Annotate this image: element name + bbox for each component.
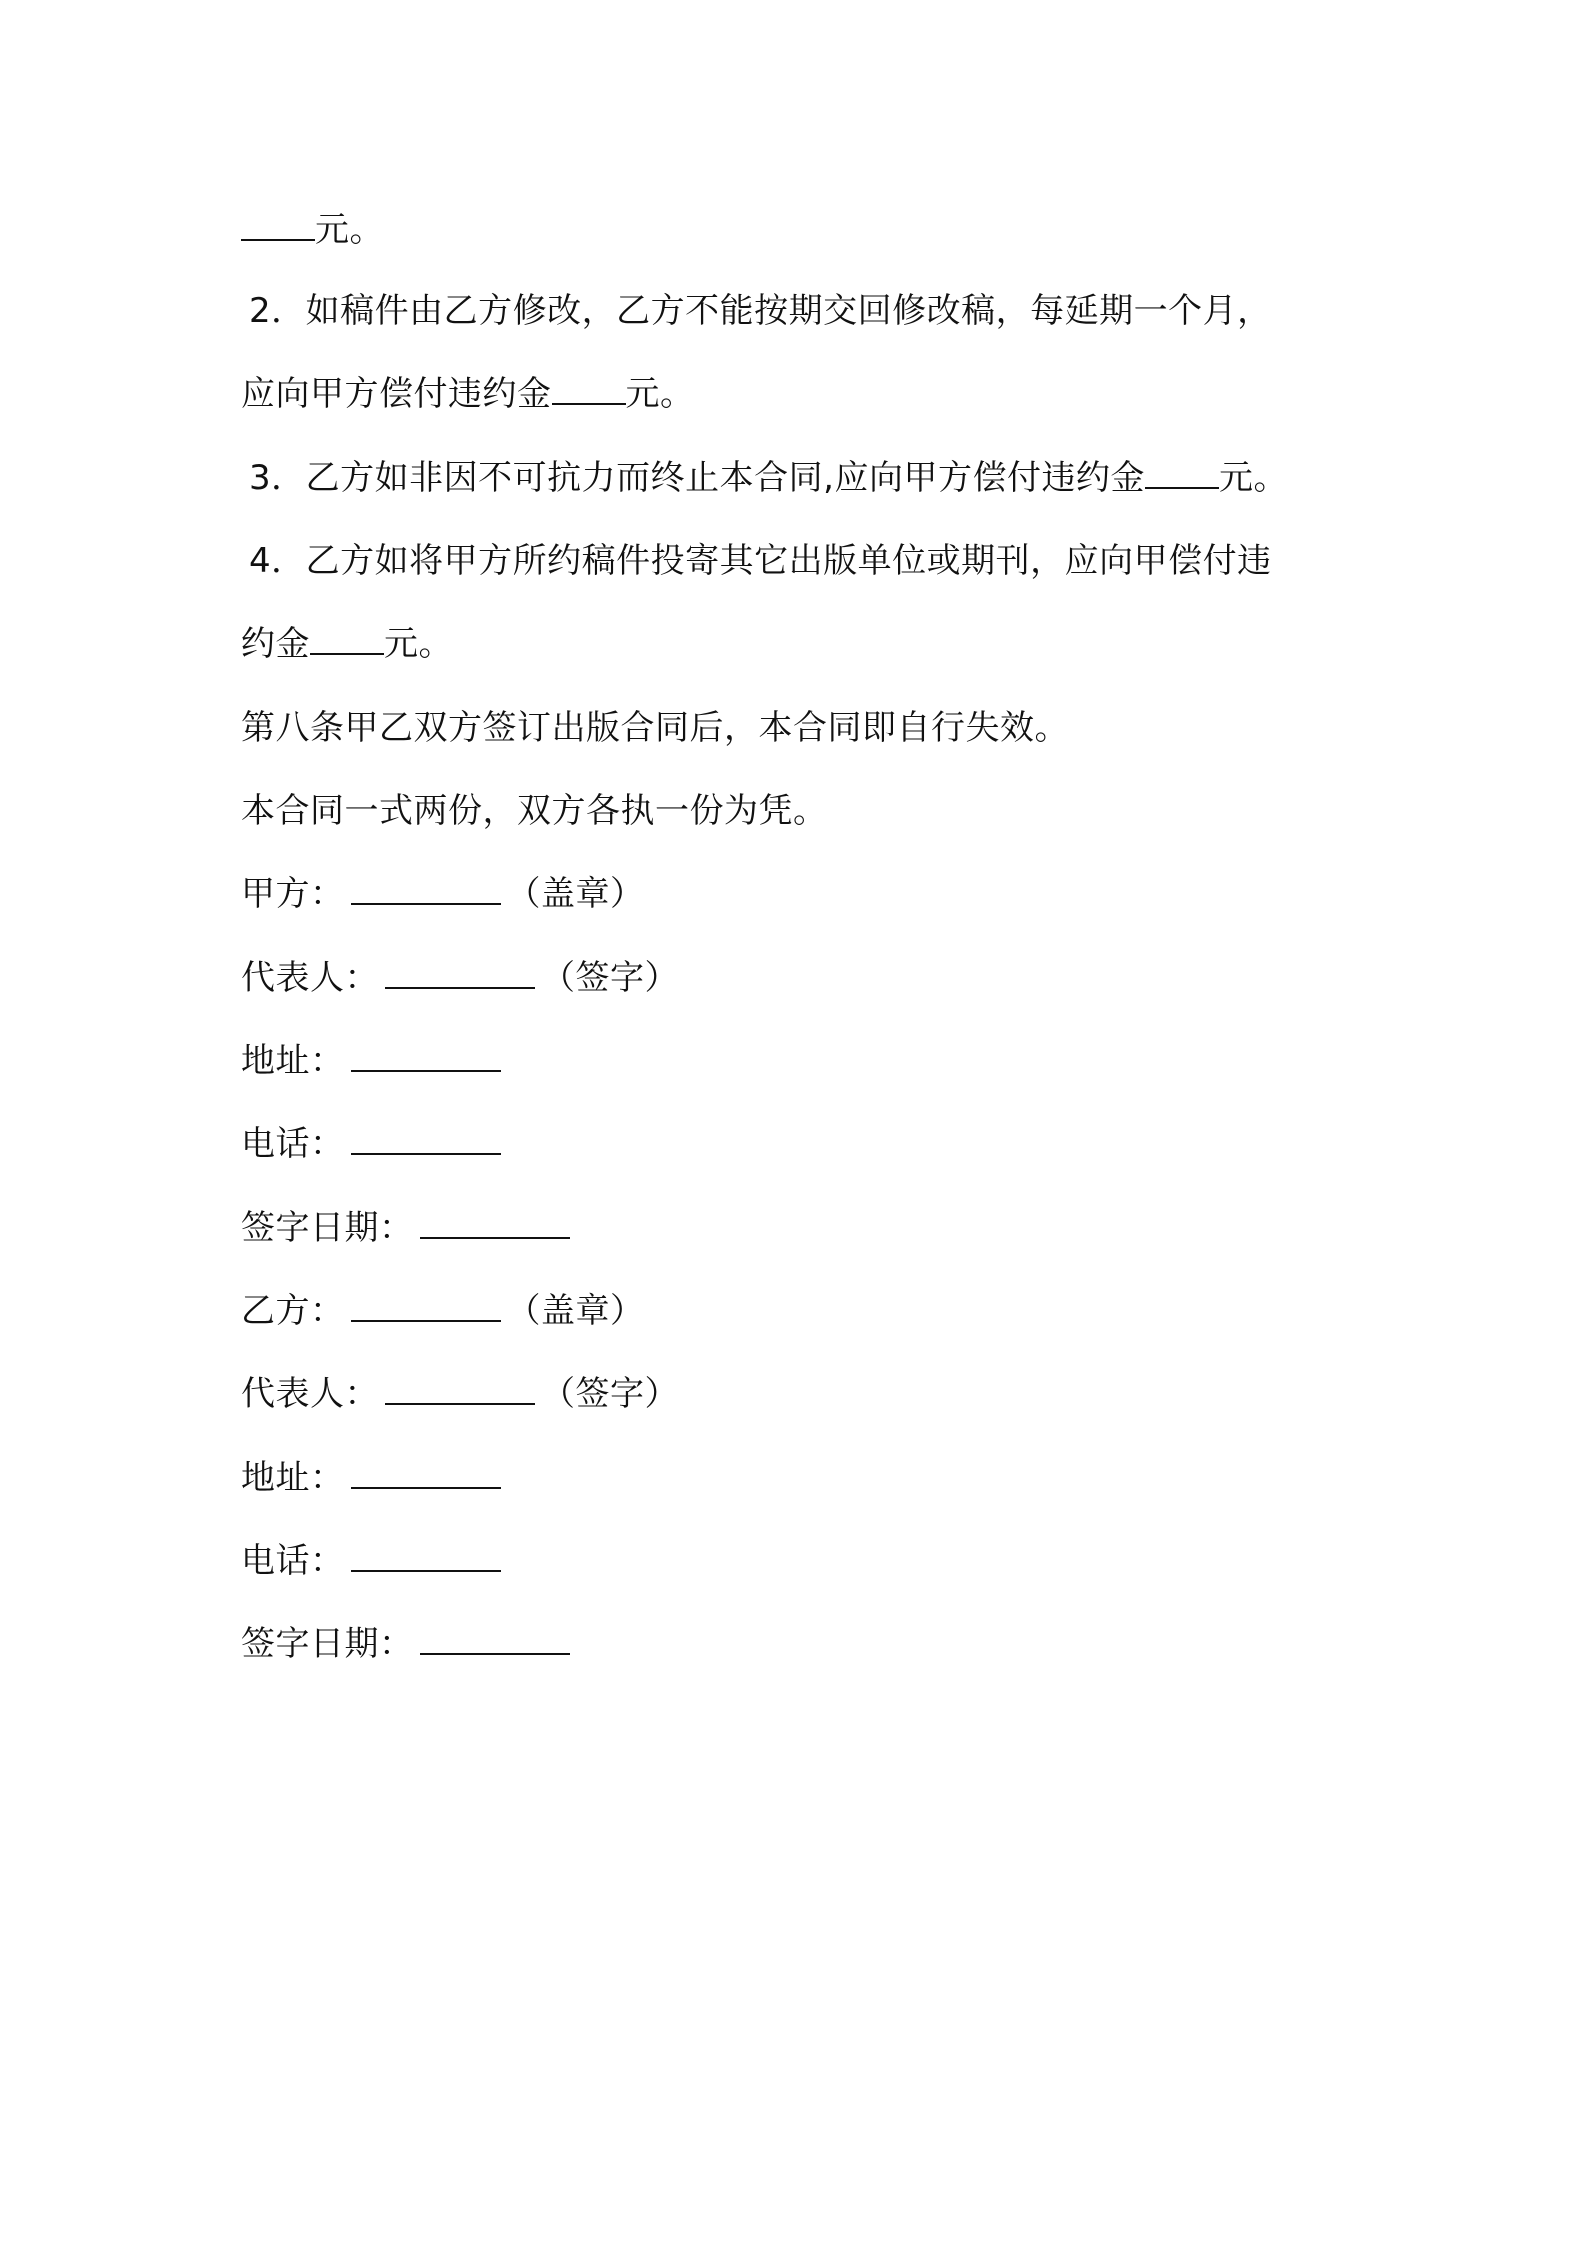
party-b-rep-blank xyxy=(385,1373,535,1405)
party-a-label: 甲方： xyxy=(241,874,345,914)
party-a-address-label: 地址： xyxy=(241,1041,345,1081)
party-b-address-label: 地址： xyxy=(241,1458,345,1498)
amount-blank xyxy=(1145,457,1219,489)
party-b-phone-blank xyxy=(351,1540,501,1572)
party-b-label: 乙方： xyxy=(241,1291,345,1331)
clause-line-2: 2．如稿件由乙方修改，乙方不能按期交回修改稿，每延期一个月， xyxy=(249,291,1272,331)
party-b-seal-note: （盖章） xyxy=(506,1291,645,1331)
party-b-date-blank xyxy=(420,1623,570,1655)
party-a-phone-row xyxy=(241,1122,507,1166)
clause-line-3-pre: 应向甲方偿付违约金 xyxy=(241,374,552,414)
party-b-date-label: 签字日期： xyxy=(241,1624,414,1664)
party-a-date-row xyxy=(241,1206,576,1250)
party-a-rep-label: 代表人： xyxy=(241,958,379,998)
party-a-phone-label: 电话： xyxy=(241,1124,345,1164)
party-b-address-row xyxy=(241,1456,507,1500)
party-a-rep-row xyxy=(241,956,679,1000)
party-b-sign-note: （签字） xyxy=(541,1374,679,1414)
party-b-rep-label: 代表人： xyxy=(241,1374,379,1414)
clause-line-4 xyxy=(241,456,1288,500)
clause-line-1 xyxy=(241,208,384,252)
clause-line-3-post: 元。 xyxy=(625,374,695,414)
party-b-phone-label: 电话： xyxy=(241,1541,345,1581)
clause-line-4-pre: 3．乙方如非因不可抗力而终止本合同,应向甲方偿付违约金 xyxy=(249,458,1145,498)
party-b-address-blank xyxy=(351,1457,501,1489)
party-a-date-label: 签字日期： xyxy=(241,1208,414,1248)
copies-line: 本合同一式两份，双方各执一份为凭。 xyxy=(241,791,828,831)
clause-line-4-post: 元。 xyxy=(1218,458,1288,498)
article-eight-line: 第八条甲乙双方签订出版合同后，本合同即自行失效。 xyxy=(241,708,1069,748)
party-a-rep-blank xyxy=(385,957,535,989)
party-b-name-row xyxy=(241,1289,645,1333)
party-a-name-row xyxy=(241,872,645,916)
party-a-address-row xyxy=(241,1039,507,1083)
clause-line-6 xyxy=(241,622,453,666)
amount-blank xyxy=(241,209,315,241)
clause-line-6-pre: 约金 xyxy=(241,624,310,664)
party-b-date-row xyxy=(241,1622,576,1666)
amount-blank xyxy=(310,623,384,655)
clause-line-6-post: 元。 xyxy=(384,624,453,664)
party-a-phone-blank xyxy=(351,1123,501,1155)
party-a-sign-note: （签字） xyxy=(541,958,679,998)
clause-line-5: 4．乙方如将甲方所约稿件投寄其它出版单位或期刊，应向甲偿付违 xyxy=(249,541,1272,581)
party-b-rep-row xyxy=(241,1372,679,1416)
party-a-date-blank xyxy=(420,1207,570,1239)
clause-line-3 xyxy=(241,372,695,416)
party-a-name-blank xyxy=(351,873,501,905)
clause-line-1-post: 元。 xyxy=(315,210,384,250)
amount-blank xyxy=(552,373,626,405)
party-b-phone-row xyxy=(241,1539,507,1583)
party-a-seal-note: （盖章） xyxy=(506,874,645,914)
party-a-address-blank xyxy=(351,1040,501,1072)
party-b-name-blank xyxy=(351,1290,501,1322)
